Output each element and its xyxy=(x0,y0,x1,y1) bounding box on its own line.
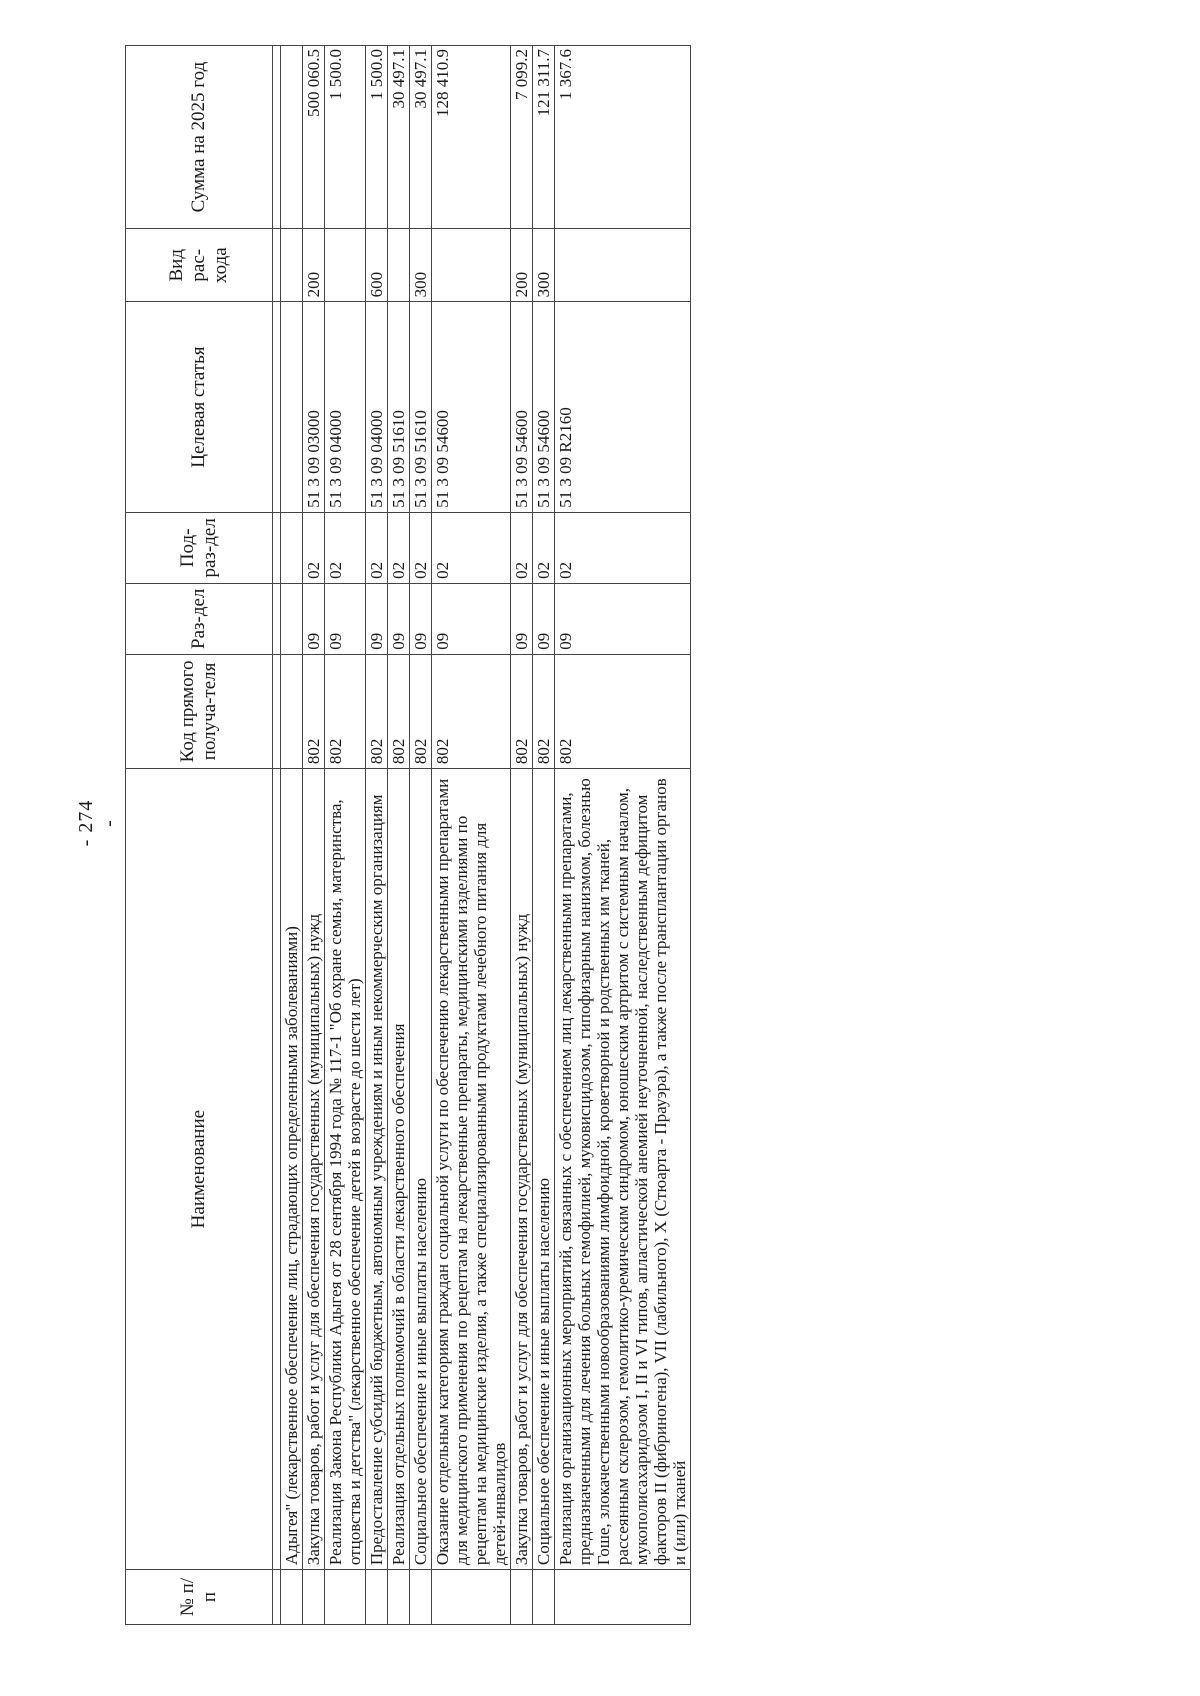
cell-recipient: 802 xyxy=(303,654,325,768)
cell-name: Социальное обеспечение и иные выплаты населению xyxy=(410,769,432,1570)
table-row xyxy=(281,46,303,1625)
cell-no xyxy=(281,1570,303,1625)
header-recipient: Код прямого получа-теля xyxy=(126,654,273,768)
cell-expense: 600 xyxy=(366,229,388,302)
cell-section: 09 xyxy=(533,583,555,654)
cell-recipient: 802 xyxy=(555,654,691,768)
table-row xyxy=(325,46,366,1625)
cell-section xyxy=(281,583,303,654)
header-expense: Вид рас-хода xyxy=(126,229,273,302)
cell-no xyxy=(410,1570,432,1625)
header-subsection: Под-раз-дел xyxy=(126,512,273,583)
budget-table xyxy=(125,45,691,1625)
cell-section: 09 xyxy=(366,583,388,654)
cell-section: 09 xyxy=(432,583,511,654)
cell-expense: 200 xyxy=(511,229,533,302)
cell-sum: 500 060.5 xyxy=(303,46,325,229)
cell-recipient: 802 xyxy=(325,654,366,768)
cell-recipient xyxy=(281,654,303,768)
table-row xyxy=(410,46,432,1625)
cell-target: 51 3 09 03000 xyxy=(303,302,325,513)
cell-subsection: 02 xyxy=(366,512,388,583)
cell-recipient: 802 xyxy=(432,654,511,768)
cell-section: 09 xyxy=(511,583,533,654)
cell-target: 51 3 09 04000 xyxy=(366,302,388,513)
cell-recipient: 802 xyxy=(388,654,410,768)
cell-sum: 128 410.9 xyxy=(432,46,511,229)
cell-target: 51 3 09 54600 xyxy=(533,302,555,513)
cell-expense: 300 xyxy=(533,229,555,302)
table-row xyxy=(511,46,533,1625)
cell-subsection: 02 xyxy=(533,512,555,583)
cell-no xyxy=(533,1570,555,1625)
cell-sum: 121 311.7 xyxy=(533,46,555,229)
cell-expense xyxy=(281,229,303,302)
cell-sum: 7 099.2 xyxy=(511,46,533,229)
table-row xyxy=(432,46,511,1625)
spacer-row xyxy=(273,46,281,1625)
cell-recipient: 802 xyxy=(533,654,555,768)
cell-section: 09 xyxy=(303,583,325,654)
cell-section: 09 xyxy=(325,583,366,654)
cell-recipient: 802 xyxy=(410,654,432,768)
cell-subsection: 02 xyxy=(432,512,511,583)
cell-sum xyxy=(281,46,303,229)
cell-expense xyxy=(388,229,410,302)
table-row xyxy=(303,46,325,1625)
cell-sum: 30 497.1 xyxy=(410,46,432,229)
cell-expense xyxy=(325,229,366,302)
header-sum: Сумма на 2025 год xyxy=(126,46,273,229)
cell-sum: 1 500.0 xyxy=(325,46,366,229)
cell-expense: 200 xyxy=(303,229,325,302)
cell-expense: 300 xyxy=(410,229,432,302)
cell-subsection: 02 xyxy=(325,512,366,583)
table-row xyxy=(533,46,555,1625)
table-row xyxy=(366,46,388,1625)
cell-subsection: 02 xyxy=(388,512,410,583)
cell-sum: 1 367.6 xyxy=(555,46,691,229)
cell-subsection: 02 xyxy=(410,512,432,583)
cell-subsection: 02 xyxy=(303,512,325,583)
cell-name: Предоставление субсидий бюджетным, автономным учреждениям и иным некоммерческим организациям xyxy=(366,769,388,1570)
cell-target: 51 3 09 R2160 xyxy=(555,302,691,513)
cell-name: Реализация отдельных полномочий в области лекарственного обеспечения xyxy=(388,769,410,1570)
cell-sum: 30 497.1 xyxy=(388,46,410,229)
cell-target: 51 3 09 51610 xyxy=(388,302,410,513)
budget-table-rotated xyxy=(125,45,1075,1625)
cell-sum: 1 500.0 xyxy=(366,46,388,229)
cell-subsection xyxy=(281,512,303,583)
cell-target: 51 3 09 04000 xyxy=(325,302,366,513)
header-section: Раз-дел xyxy=(126,583,273,654)
cell-name: Реализация Закона Республики Адыгея от 28 сентября 1994 года № 117-1 "Об охране семьи, материнства, отцовства и детства" (лекарственное обеспечение детей в возрасте до шести лет) xyxy=(325,769,366,1570)
header-name: Наименование xyxy=(126,769,273,1570)
cell-recipient: 802 xyxy=(511,654,533,768)
cell-no xyxy=(511,1570,533,1625)
cell-name: Адыгея" (лекарственное обеспечение лиц, страдающих определенными заболеваниями) xyxy=(281,769,303,1570)
header-row xyxy=(126,46,273,1625)
cell-expense xyxy=(555,229,691,302)
cell-target: 51 3 09 51610 xyxy=(410,302,432,513)
cell-no xyxy=(303,1570,325,1625)
cell-no xyxy=(432,1570,511,1625)
cell-subsection: 02 xyxy=(555,512,691,583)
header-no: № п/п xyxy=(126,1570,273,1625)
cell-no xyxy=(325,1570,366,1625)
cell-name: Социальное обеспечение и иные выплаты населению xyxy=(533,769,555,1570)
cell-section: 09 xyxy=(555,583,691,654)
header-target: Целевая статья xyxy=(126,302,273,513)
cell-target xyxy=(281,302,303,513)
cell-recipient: 802 xyxy=(366,654,388,768)
cell-name: Закупка товаров, работ и услуг для обеспечения государственных (муниципальных) нужд xyxy=(303,769,325,1570)
cell-section: 09 xyxy=(410,583,432,654)
cell-subsection: 02 xyxy=(511,512,533,583)
cell-target: 51 3 09 54600 xyxy=(432,302,511,513)
cell-expense xyxy=(432,229,511,302)
cell-no xyxy=(388,1570,410,1625)
page-number: - 274 - xyxy=(75,799,120,847)
table-row xyxy=(555,46,691,1625)
cell-name: Закупка товаров, работ и услуг для обеспечения государственных (муниципальных) нужд xyxy=(511,769,533,1570)
cell-name: Реализация организационных мероприятий, связанных с обеспечением лиц лекарственными препаратами, предназначенными для лечения больных гемофилией, муковисцидозом, гипофизарным нанизмом, болезнью Гоше, злокачественными новообразованиями лимфоидной, кроветворной и родственных им тканей, рассеянным склерозом, гемолитико-уремическим синдромом, юношеским артритом с системным началом, мукополисахаридозом I, II и VI типов, апластической анемией неуточненной, наследственным дефицитом факторов II (фибриногена), VII (лабильного), X (Стюарта - Прауэра), а также после трансплантации органов и (или) тканей xyxy=(555,769,691,1570)
cell-section: 09 xyxy=(388,583,410,654)
cell-no xyxy=(555,1570,691,1625)
cell-name: Оказание отдельным категориям граждан социальной услуги по обеспечению лекарственными препаратами для медицинского применения по рецептам на лекарственные препараты, медицинскими изделиями по рецептам на медицинские изделия, а также специализированными продуктами лечебного питания для детей-инвалидов xyxy=(432,769,511,1570)
cell-target: 51 3 09 54600 xyxy=(511,302,533,513)
cell-no xyxy=(366,1570,388,1625)
table-row xyxy=(388,46,410,1625)
